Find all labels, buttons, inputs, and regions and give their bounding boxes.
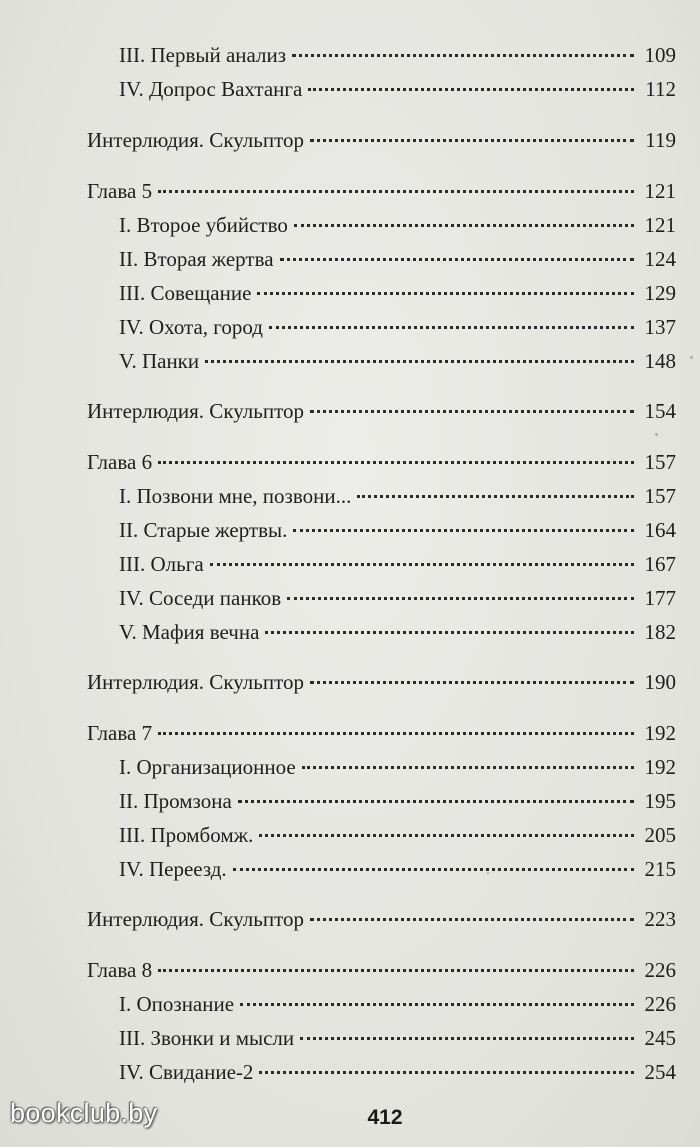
toc-subsection-entry — [119, 481, 676, 511]
toc-entry-title: II. Вторая жертва — [119, 247, 274, 271]
toc-entry-title: V. Панки — [119, 349, 200, 373]
dot-leader — [158, 732, 634, 735]
toc-subsection-entry — [119, 549, 676, 579]
toc-entry-page: 148 — [644, 349, 676, 373]
dot-leader — [310, 918, 634, 921]
toc-entry-page: 164 — [644, 518, 676, 542]
toc-entry-title: III. Совещание — [119, 281, 252, 305]
dot-leader — [205, 360, 634, 363]
dot-leader — [280, 258, 634, 261]
toc-subsection-entry — [119, 820, 676, 850]
toc-entry-page: 226 — [644, 958, 676, 982]
dot-leader — [259, 834, 634, 837]
toc-entry-page: 121 — [644, 213, 676, 237]
toc-section-entry — [87, 447, 676, 477]
toc-entry-title: III. Первый анализ — [119, 43, 287, 67]
toc-entry-page: 157 — [644, 450, 676, 474]
paper-speck — [487, 872, 489, 874]
dot-leader — [287, 597, 634, 600]
toc-entry-page: 245 — [644, 1026, 676, 1050]
toc-entry-page: 195 — [644, 789, 676, 813]
dot-leader — [310, 410, 634, 413]
dot-leader — [300, 1037, 634, 1040]
toc-entry-page: 167 — [644, 552, 676, 576]
toc-entry-title: IV. Допрос Вахтанга — [119, 77, 303, 101]
toc-entry-page: 226 — [644, 992, 676, 1016]
toc-section-entry — [87, 176, 676, 206]
toc-subsection-entry — [119, 515, 676, 545]
toc-entry-title: I. Второе убийство — [119, 213, 288, 237]
toc-entry-title: Глава 5 — [87, 179, 153, 203]
toc-entry-title: III. Ольга — [119, 552, 204, 576]
toc-subsection-entry — [119, 244, 676, 274]
toc-section-entry — [87, 667, 676, 697]
toc-entry-page: 129 — [644, 281, 676, 305]
toc-entry-page: 223 — [644, 907, 676, 931]
toc-subsection-entry — [119, 786, 676, 816]
toc-subsection-entry — [119, 989, 676, 1019]
toc-entry-page: 192 — [644, 755, 676, 779]
toc-entry-page: 254 — [644, 1060, 676, 1084]
dot-leader — [294, 224, 634, 227]
toc-entry-page: 177 — [644, 586, 676, 610]
toc-entry-title: III. Звонки и мысли — [119, 1026, 295, 1050]
toc-entry-title: III. Промбомж. — [119, 823, 254, 847]
dot-leader — [265, 631, 634, 634]
toc-section-entry — [87, 125, 676, 155]
dot-leader — [357, 495, 634, 498]
toc-subsection-entry — [119, 346, 676, 376]
dot-leader — [158, 461, 634, 464]
toc-subsection-entry — [119, 752, 676, 782]
toc-entry-title: II. Промзона — [119, 789, 232, 813]
dot-leader — [293, 529, 634, 532]
dot-leader — [308, 88, 634, 91]
toc-entry-page: 182 — [644, 620, 676, 644]
toc-subsection-entry — [119, 1057, 676, 1087]
toc-entry-title: IV. Переезд. — [119, 857, 227, 881]
toc-entry-title: I. Опознание — [119, 992, 235, 1016]
toc-subsection-entry — [119, 617, 676, 647]
toc-entry-title: Интерлюдия. Скульптор — [87, 670, 304, 694]
toc-entry-title: Глава 8 — [87, 958, 153, 982]
toc-subsection-entry — [119, 854, 676, 884]
toc-subsection-entry — [119, 74, 676, 104]
toc-entry-title: II. Старые жертвы. — [119, 518, 288, 542]
toc-entry-title: IV. Охота, город — [119, 315, 263, 339]
toc-entry-title: I. Организационное — [119, 755, 296, 779]
dot-leader — [233, 868, 634, 871]
toc-entry-page: 192 — [644, 721, 676, 745]
toc-entry-page: 109 — [644, 43, 676, 67]
dot-leader — [158, 190, 634, 193]
toc-entry-page: 154 — [644, 399, 676, 423]
toc-entry-title: Интерлюдия. Скульптор — [87, 399, 304, 423]
toc-entry-page: 190 — [644, 670, 676, 694]
toc-subsection-entry — [119, 1023, 676, 1053]
toc-subsection-entry — [119, 278, 676, 308]
dot-leader — [292, 54, 634, 57]
dot-leader — [310, 139, 634, 142]
paper-speck — [690, 356, 693, 359]
dot-leader — [259, 1071, 634, 1074]
toc-entry-page: 119 — [645, 128, 676, 152]
dot-leader — [302, 766, 634, 769]
dot-leader — [240, 1003, 634, 1006]
dot-leader — [210, 563, 634, 566]
toc-section-entry — [87, 396, 676, 426]
paper-speck — [655, 433, 658, 436]
toc-entry-page: 137 — [644, 315, 676, 339]
toc-entry-title: IV. Свидание-2 — [119, 1060, 254, 1084]
toc-entry-title: Глава 7 — [87, 721, 153, 745]
toc-entry-title: V. Мафия вечна — [119, 620, 260, 644]
toc-entry-page: 215 — [644, 857, 676, 881]
toc-entry-page: 205 — [644, 823, 676, 847]
toc-subsection-entry — [119, 210, 676, 240]
toc-entry-title: Интерлюдия. Скульптор — [87, 907, 304, 931]
toc-entry-page: 112 — [645, 77, 676, 101]
dot-leader — [158, 969, 634, 972]
toc-entry-page: 157 — [644, 484, 676, 508]
toc-section-entry — [87, 955, 676, 985]
toc-subsection-entry — [119, 312, 676, 342]
toc-entry-page: 121 — [644, 179, 676, 203]
toc-section-entry — [87, 718, 676, 748]
dot-leader — [269, 326, 634, 329]
toc-subsection-entry — [119, 40, 676, 70]
toc-entry-title: IV. Соседи панков — [119, 586, 282, 610]
dot-leader — [238, 800, 634, 803]
toc-entry-title: Глава 6 — [87, 450, 153, 474]
watermark-text: bookclub.by — [10, 1098, 158, 1128]
page-number: 412 — [367, 1106, 403, 1129]
dot-leader — [257, 292, 634, 295]
toc-entry-page: 124 — [644, 247, 676, 271]
toc-section-entry — [87, 904, 676, 934]
dot-leader — [310, 681, 634, 684]
toc-entry-title: Интерлюдия. Скульптор — [87, 128, 304, 152]
toc-entry-title: I. Позвони мне, позвони... — [119, 484, 352, 508]
toc-subsection-entry — [119, 583, 676, 613]
